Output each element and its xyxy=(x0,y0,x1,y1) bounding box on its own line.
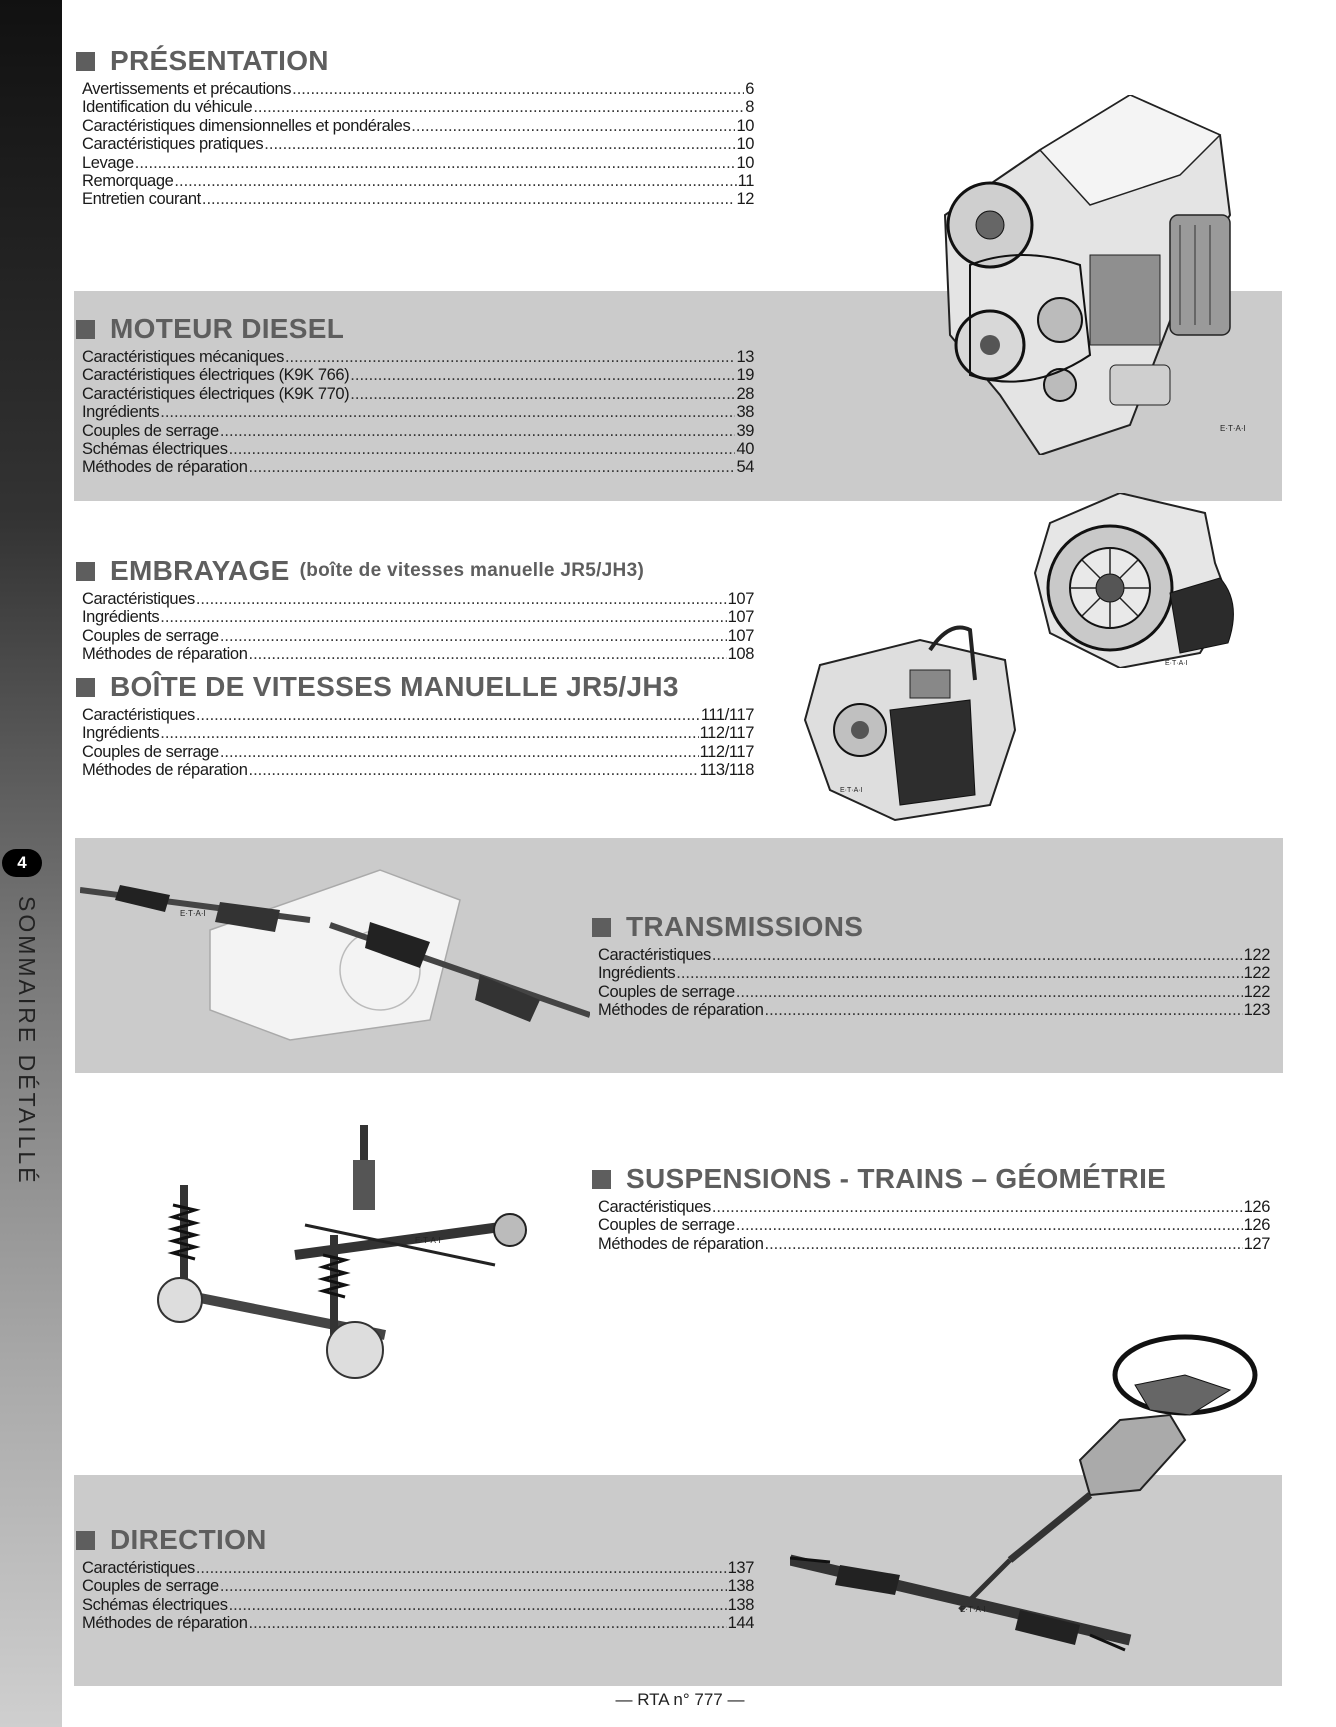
toc-item-page: 13 xyxy=(736,348,754,366)
dot-leader xyxy=(220,627,727,645)
section-transmissions xyxy=(590,910,1270,1020)
toc-item-label: Caractéristiques électriques (K9K 766) xyxy=(82,366,350,385)
section-title-text: BOÎTE DE VITESSES MANUELLE JR5/JH3 xyxy=(110,671,679,702)
toc-item[interactable] xyxy=(598,983,1270,1001)
section-title xyxy=(590,1162,1270,1196)
toc-item-page: 123 xyxy=(1243,1001,1270,1020)
toc-item-page: 112/117 xyxy=(699,724,754,743)
toc-item-label: Couples de serrage xyxy=(598,1216,735,1235)
toc-item[interactable] xyxy=(82,608,754,626)
section-embrayage xyxy=(74,554,754,664)
toc-item[interactable] xyxy=(82,1614,754,1632)
toc-item-page: 38 xyxy=(736,403,754,422)
toc-item[interactable] xyxy=(82,1596,754,1614)
toc-item-page: 28 xyxy=(736,384,754,403)
toc-item-page: 107 xyxy=(727,608,754,627)
toc-item-label: Ingrédients xyxy=(82,608,160,627)
toc-item[interactable] xyxy=(82,348,754,366)
toc-item[interactable] xyxy=(82,98,754,116)
drive-shafts-illustration xyxy=(80,860,590,1050)
dot-leader xyxy=(264,135,735,153)
toc-item-label: Caractéristiques dimensionnelles et pondérales xyxy=(82,116,411,135)
dot-leader xyxy=(736,983,1243,1001)
toc-list xyxy=(82,348,754,477)
toc-item-label: Ingrédients xyxy=(82,403,160,422)
dot-leader xyxy=(248,645,726,663)
section-title-text: TRANSMISSIONS xyxy=(626,911,864,942)
toc-item-label: Couples de serrage xyxy=(82,626,219,645)
dot-leader xyxy=(253,98,744,116)
toc-list xyxy=(598,946,1270,1020)
dot-leader xyxy=(736,1216,1243,1234)
section-title xyxy=(74,670,754,704)
dot-leader xyxy=(220,422,736,440)
dot-leader xyxy=(202,190,736,208)
section-title xyxy=(590,910,1270,944)
toc-item-page: 138 xyxy=(727,1595,754,1614)
toc-item-label: Méthodes de réparation xyxy=(82,761,248,780)
toc-item-label: Méthodes de réparation xyxy=(598,1234,764,1253)
toc-item-page: 8 xyxy=(745,98,754,117)
dot-leader xyxy=(229,1596,727,1614)
dot-leader xyxy=(229,440,736,458)
square-bullet-icon xyxy=(76,678,95,697)
toc-item-page: 122 xyxy=(1243,964,1270,983)
dot-leader xyxy=(220,743,699,761)
toc-item-label: Couples de serrage xyxy=(82,421,219,440)
illustration-watermark: E·T·A·I xyxy=(1220,424,1246,433)
section-presentation xyxy=(74,44,754,209)
dot-leader xyxy=(764,1001,1242,1019)
toc-item[interactable] xyxy=(82,627,754,645)
toc-list xyxy=(82,1559,754,1633)
footer-publication-ref: — RTA n° 777 — xyxy=(615,1690,745,1709)
section-title-text: DIRECTION xyxy=(110,1524,267,1555)
toc-item[interactable] xyxy=(82,172,754,190)
illustration-watermark: E·T·A·I xyxy=(180,909,206,918)
toc-item[interactable] xyxy=(598,1001,1270,1019)
toc-item[interactable] xyxy=(82,422,754,440)
toc-item-label: Méthodes de réparation xyxy=(598,1001,764,1020)
toc-item[interactable] xyxy=(82,1559,754,1577)
dot-leader xyxy=(160,608,726,626)
dot-leader xyxy=(196,706,700,724)
toc-item-page: 39 xyxy=(736,421,754,440)
toc-list xyxy=(82,590,754,664)
section-direction xyxy=(74,1523,754,1633)
side-section-label: SOMMAIRE DÉTAILLÉ xyxy=(14,896,40,1186)
dot-leader xyxy=(764,1235,1242,1253)
illustration-watermark: E·T·A·I xyxy=(840,787,863,794)
toc-item[interactable] xyxy=(82,590,754,608)
illustration-watermark: E·T·A·I xyxy=(1165,660,1188,667)
section-title-text: SUSPENSIONS - TRAINS – GÉOMÉTRIE xyxy=(626,1163,1167,1194)
toc-item[interactable] xyxy=(598,946,1270,964)
toc-item[interactable] xyxy=(82,366,754,384)
toc-item-label: Ingrédients xyxy=(82,724,160,743)
toc-item[interactable] xyxy=(82,80,754,98)
section-title-text: EMBRAYAGE xyxy=(110,555,290,586)
toc-item-label: Caractéristiques xyxy=(598,1198,711,1216)
toc-item[interactable] xyxy=(82,761,754,779)
toc-item-label: Couples de serrage xyxy=(82,742,219,761)
illustration-watermark: E·T·A·I xyxy=(960,1605,986,1614)
toc-item-page: 107 xyxy=(727,626,754,645)
toc-item-label: Méthodes de réparation xyxy=(82,645,248,664)
toc-item[interactable] xyxy=(82,385,754,403)
suspension-illustration xyxy=(145,1125,545,1385)
toc-item-page: 10 xyxy=(736,153,754,172)
toc-item-page: 54 xyxy=(736,458,754,477)
toc-item[interactable] xyxy=(82,458,754,476)
toc-item[interactable] xyxy=(82,154,754,172)
toc-item-label: Entretien courant xyxy=(82,190,201,209)
toc-item[interactable] xyxy=(598,1216,1270,1234)
toc-item[interactable] xyxy=(82,645,754,663)
dot-leader xyxy=(220,1577,727,1595)
toc-item-label: Caractéristiques pratiques xyxy=(82,135,264,154)
gearbox-illustration xyxy=(800,620,1025,825)
dot-leader xyxy=(248,1614,726,1632)
square-bullet-icon xyxy=(76,52,95,71)
dot-leader xyxy=(248,761,698,779)
toc-list xyxy=(598,1198,1270,1253)
dot-leader xyxy=(160,724,698,742)
page-number-badge: 4 xyxy=(2,849,42,877)
toc-item-page: 10 xyxy=(736,135,754,154)
toc-list xyxy=(82,706,754,780)
toc-item-label: Schémas électriques xyxy=(82,1595,228,1614)
toc-item-label: Méthodes de réparation xyxy=(82,1614,248,1633)
toc-item-label: Caractéristiques xyxy=(598,946,711,964)
toc-item-page: 111/117 xyxy=(700,706,754,724)
section-subtitle: (boîte de vitesses manuelle JR5/JH3) xyxy=(299,560,645,581)
clutch-illustration xyxy=(1030,493,1245,668)
toc-item-label: Méthodes de réparation xyxy=(82,458,248,477)
toc-item[interactable] xyxy=(82,190,754,208)
toc-item-page: 144 xyxy=(727,1614,754,1633)
toc-item-page: 126 xyxy=(1243,1198,1270,1216)
toc-item-page: 137 xyxy=(727,1559,754,1577)
toc-item[interactable] xyxy=(82,706,754,724)
toc-item-label: Avertissements et précautions xyxy=(82,80,292,98)
toc-item-page: 108 xyxy=(727,645,754,664)
toc-item[interactable] xyxy=(82,1577,754,1595)
dot-leader xyxy=(160,403,735,421)
toc-item[interactable] xyxy=(598,964,1270,982)
toc-item[interactable] xyxy=(82,440,754,458)
toc-item[interactable] xyxy=(82,724,754,742)
toc-item[interactable] xyxy=(598,1235,1270,1253)
toc-item-label: Schémas électriques xyxy=(82,439,228,458)
steering-illustration xyxy=(790,1330,1260,1660)
dot-leader xyxy=(712,1198,1243,1216)
dot-leader xyxy=(196,1559,727,1577)
section-moteur-diesel xyxy=(74,312,754,477)
toc-list xyxy=(82,80,754,209)
toc-item-label: Caractéristiques xyxy=(82,590,195,608)
square-bullet-icon xyxy=(76,320,95,339)
section-title-text: PRÉSENTATION xyxy=(110,45,329,76)
toc-item-page: 112/117 xyxy=(699,742,754,761)
dot-leader xyxy=(676,964,1242,982)
dot-leader xyxy=(350,366,735,384)
dot-leader xyxy=(174,172,736,190)
toc-item-page: 127 xyxy=(1243,1234,1270,1253)
toc-item[interactable] xyxy=(598,1198,1270,1216)
square-bullet-icon xyxy=(76,1531,95,1550)
toc-item-page: 11 xyxy=(737,171,754,190)
section-suspensions xyxy=(590,1162,1270,1253)
dot-leader xyxy=(285,348,735,366)
toc-item-page: 19 xyxy=(736,366,754,385)
section-title xyxy=(74,554,754,588)
dot-leader xyxy=(196,590,727,608)
toc-item-label: Couples de serrage xyxy=(82,1577,219,1596)
illustration-watermark: E·T·A·I xyxy=(415,1236,441,1245)
toc-item-page: 40 xyxy=(736,439,754,458)
toc-item-label: Ingrédients xyxy=(598,964,676,983)
dot-leader xyxy=(135,154,736,172)
toc-item-label: Remorquage xyxy=(82,171,174,190)
toc-item-page: 126 xyxy=(1243,1216,1270,1235)
toc-item-label: Levage xyxy=(82,153,134,172)
toc-item-page: 107 xyxy=(727,590,754,608)
toc-item-page: 122 xyxy=(1243,946,1270,964)
toc-item-page: 10 xyxy=(736,116,754,135)
section-title xyxy=(74,44,754,78)
dot-leader xyxy=(350,385,735,403)
section-title xyxy=(74,312,754,346)
toc-item-label: Couples de serrage xyxy=(598,982,735,1001)
dot-leader xyxy=(712,946,1243,964)
section-title-text: MOTEUR DIESEL xyxy=(110,313,345,344)
toc-item-page: 6 xyxy=(745,80,754,98)
toc-item-page: 113/118 xyxy=(699,761,754,780)
toc-item-label: Caractéristiques xyxy=(82,706,195,724)
toc-item[interactable] xyxy=(82,403,754,421)
toc-item-label: Caractéristiques xyxy=(82,1559,195,1577)
section-title xyxy=(74,1523,754,1557)
toc-item-label: Caractéristiques mécaniques xyxy=(82,348,284,366)
toc-item[interactable] xyxy=(82,743,754,761)
toc-item-label: Identification du véhicule xyxy=(82,98,253,117)
section-boite-vitesses xyxy=(74,670,754,780)
dot-leader xyxy=(292,80,744,98)
toc-item[interactable] xyxy=(82,135,754,153)
toc-item-label: Caractéristiques électriques (K9K 770) xyxy=(82,384,350,403)
square-bullet-icon xyxy=(592,918,611,937)
dot-leader xyxy=(411,117,735,135)
toc-item-page: 12 xyxy=(736,190,754,209)
square-bullet-icon xyxy=(76,562,95,581)
toc-item[interactable] xyxy=(82,117,754,135)
toc-item-page: 138 xyxy=(727,1577,754,1596)
toc-item-page: 122 xyxy=(1243,982,1270,1001)
dot-leader xyxy=(248,458,735,476)
engine-illustration xyxy=(930,95,1260,455)
square-bullet-icon xyxy=(592,1170,611,1189)
